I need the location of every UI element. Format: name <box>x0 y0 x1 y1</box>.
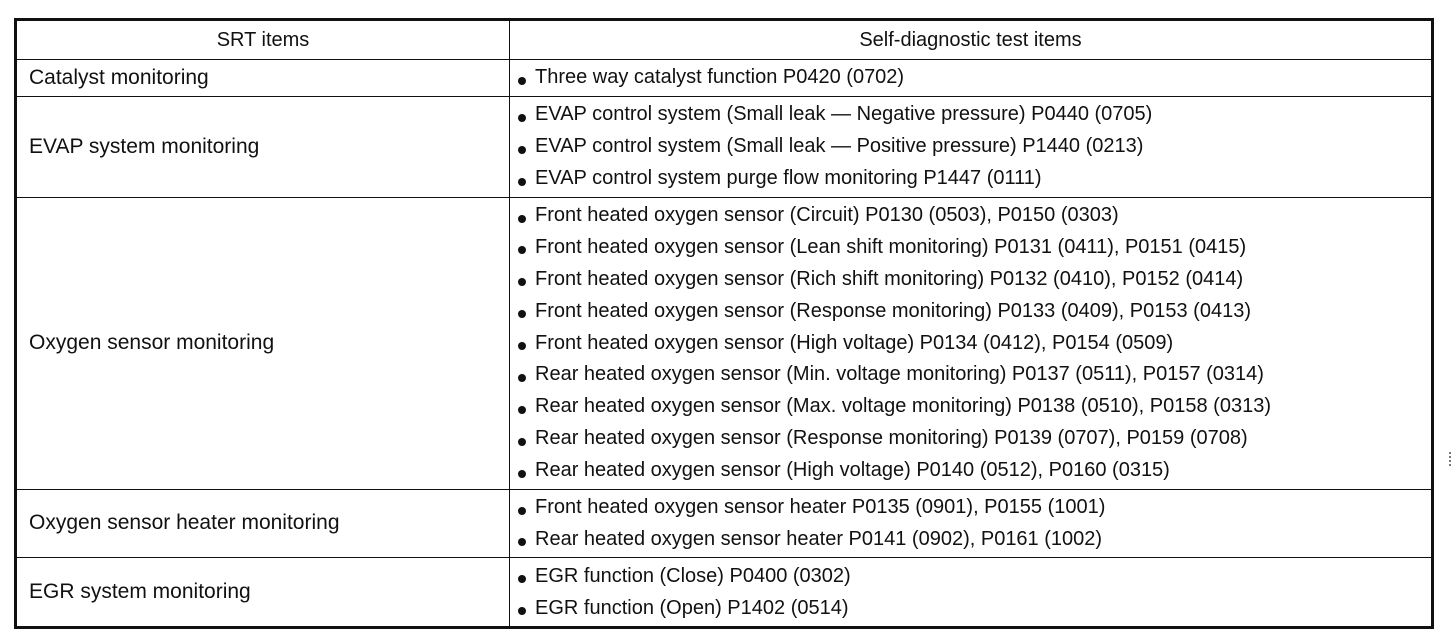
bullet-icon <box>518 607 526 615</box>
test-item <box>518 131 1431 163</box>
table-row <box>16 96 1433 197</box>
test-item-list <box>518 99 1431 195</box>
bullet-icon <box>518 278 526 286</box>
test-item-text: EVAP control system (Small leak — Positive pressure) P1440 (0213) <box>535 135 1144 158</box>
self-diagnostic-test-items-header: Self-diagnostic test items <box>510 20 1433 60</box>
test-item <box>518 62 1431 94</box>
test-item-text: EVAP control system purge flow monitoring P1447 (0111) <box>535 167 1042 190</box>
test-item-text: Rear heated oxygen sensor (High voltage) P0140 (0512), P0160 (0315) <box>535 459 1170 482</box>
test-item <box>518 492 1431 524</box>
test-item <box>518 359 1431 391</box>
test-item-text: EGR function (Close) P0400 (0302) <box>535 564 851 587</box>
test-item-text: Rear heated oxygen sensor heater P0141 (0902), P0161 (1002) <box>535 527 1103 550</box>
table-row <box>16 489 1433 558</box>
bullet-icon <box>518 114 526 122</box>
table-row <box>16 558 1433 628</box>
test-item <box>518 231 1431 263</box>
bullet-icon <box>518 146 526 154</box>
test-item <box>518 200 1431 232</box>
srt-item-cell: EGR system monitoring <box>16 558 510 628</box>
test-item <box>518 560 1431 592</box>
srt-item-cell: Oxygen sensor monitoring <box>16 197 510 489</box>
bullet-icon <box>518 246 526 254</box>
test-item <box>518 523 1431 555</box>
test-items-cell <box>510 489 1433 558</box>
header-row <box>16 20 1433 60</box>
table-row <box>16 197 1433 489</box>
test-item-text: Front heated oxygen sensor (Response monitoring) P0133 (0409), P0153 (0413) <box>535 299 1251 322</box>
test-item-text: Rear heated oxygen sensor (Response monitoring) P0139 (0707), P0159 (0708) <box>535 427 1248 450</box>
bullet-icon <box>518 215 526 223</box>
test-item-list <box>518 200 1431 487</box>
bullet-icon <box>518 507 526 515</box>
test-item-list <box>518 62 1431 94</box>
scan-edge-mark <box>1449 452 1454 466</box>
srt-table <box>14 18 1434 629</box>
bullet-icon <box>518 406 526 414</box>
test-item-text: EVAP control system (Small leak — Negative pressure) P0440 (0705) <box>535 103 1153 126</box>
bullet-icon <box>518 575 526 583</box>
test-item-text: Rear heated oxygen sensor (Min. voltage monitoring) P0137 (0511), P0157 (0314) <box>535 363 1264 386</box>
bullet-icon <box>518 178 526 186</box>
test-item <box>518 391 1431 423</box>
bullet-icon <box>518 538 526 546</box>
test-item-text: Front heated oxygen sensor (Circuit) P0130 (0503), P0150 (0303) <box>535 204 1119 226</box>
test-item <box>518 295 1431 327</box>
test-item-text: Three way catalyst function P0420 (0702) <box>535 66 905 89</box>
bullet-icon <box>518 77 526 85</box>
test-item-text: Front heated oxygen sensor heater P0135 (0901), P0155 (1001) <box>535 496 1106 519</box>
test-item-text: Front heated oxygen sensor (Rich shift monitoring) P0132 (0410), P0152 (0414) <box>535 267 1244 290</box>
test-items-cell <box>510 60 1433 97</box>
test-item <box>518 163 1431 195</box>
test-item <box>518 327 1431 359</box>
srt-item-cell: Oxygen sensor heater monitoring <box>16 489 510 558</box>
bullet-icon <box>518 342 526 350</box>
test-item-text: Rear heated oxygen sensor (Max. voltage monitoring) P0138 (0510), P0158 (0313) <box>535 395 1271 418</box>
test-item <box>518 592 1431 624</box>
test-item-text: Front heated oxygen sensor (High voltage) P0134 (0412), P0154 (0509) <box>535 331 1174 354</box>
table-row <box>16 60 1433 97</box>
test-item-list <box>518 492 1431 556</box>
test-item <box>518 423 1431 455</box>
bullet-icon <box>518 310 526 318</box>
test-item-text: EGR function (Open) P1402 (0514) <box>535 596 849 619</box>
bullet-icon <box>518 470 526 478</box>
test-items-cell <box>510 558 1433 628</box>
test-item-text: Front heated oxygen sensor (Lean shift monitoring) P0131 (0411), P0151 (0415) <box>535 235 1247 258</box>
test-item <box>518 99 1431 131</box>
test-item <box>518 263 1431 295</box>
bullet-icon <box>518 438 526 446</box>
srt-items-header: SRT items <box>16 20 510 60</box>
table-body <box>16 60 1433 628</box>
bullet-icon <box>518 374 526 382</box>
test-items-cell <box>510 197 1433 489</box>
srt-item-cell: Catalyst monitoring <box>16 60 510 97</box>
srt-item-cell: EVAP system monitoring <box>16 96 510 197</box>
test-items-cell <box>510 96 1433 197</box>
test-item <box>518 455 1431 487</box>
test-item-list <box>518 560 1431 624</box>
